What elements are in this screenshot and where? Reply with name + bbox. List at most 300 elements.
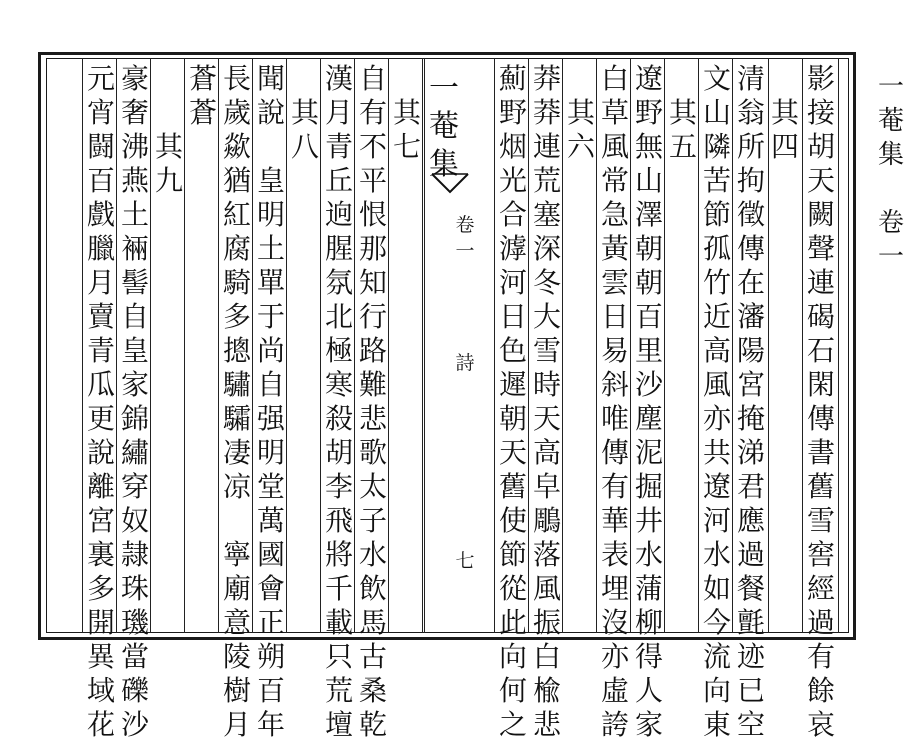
glyph: 自 — [120, 300, 149, 333]
fish-tail-mark-icon — [430, 170, 470, 206]
glyph: 餐 — [736, 572, 765, 605]
text-column — [322, 62, 356, 742]
glyph: 亦 — [702, 402, 731, 435]
glyph: 在 — [736, 266, 765, 299]
glyph: 百 — [634, 300, 663, 333]
glyph: 戲 — [86, 198, 115, 231]
glyph: 沙 — [634, 368, 663, 401]
glyph: 此 — [498, 606, 527, 639]
volume-label — [450, 212, 480, 264]
glyph: 年 — [256, 708, 285, 741]
text-column — [734, 62, 768, 742]
glyph: 傳 — [600, 436, 629, 469]
glyph: 已 — [736, 674, 765, 707]
glyph: 知 — [358, 266, 387, 299]
title-char: 集 — [429, 147, 459, 182]
text-column — [118, 62, 152, 742]
glyph: 强 — [256, 402, 285, 435]
glyph: 過 — [806, 606, 835, 639]
glyph: 平 — [358, 164, 387, 197]
glyph: 家 — [634, 708, 663, 741]
glyph: 其 — [668, 96, 697, 129]
glyph: 子 — [358, 504, 387, 537]
glyph: 遼 — [634, 62, 663, 95]
glyph: 猶 — [222, 164, 251, 197]
glyph: 河 — [702, 504, 731, 537]
glyph: 古 — [358, 640, 387, 673]
glyph: 萬 — [256, 504, 285, 537]
glyph: 宵 — [86, 96, 115, 129]
glyph: 九 — [154, 164, 183, 197]
glyph: 于 — [256, 300, 285, 333]
glyph: 東 — [702, 708, 731, 741]
text-column — [666, 62, 700, 164]
glyph: 璣 — [120, 606, 149, 639]
glyph: 凄 — [222, 436, 251, 469]
glyph: 之 — [498, 708, 527, 741]
glyph: 裲 — [120, 232, 149, 265]
glyph: 逈 — [324, 198, 353, 231]
glyph: 百 — [86, 164, 115, 197]
glyph: 宮 — [736, 368, 765, 401]
glyph: 唯 — [600, 402, 629, 435]
glyph: 隣 — [702, 130, 731, 163]
glyph: 日 — [600, 300, 629, 333]
glyph: 水 — [702, 538, 731, 571]
glyph: 流 — [702, 640, 731, 673]
glyph: 其 — [392, 96, 421, 129]
glyph: 日 — [498, 300, 527, 333]
glyph: 家 — [120, 368, 149, 401]
glyph: 花 — [86, 708, 115, 741]
text-column — [530, 62, 564, 742]
glyph: 八 — [290, 130, 319, 163]
glyph: 鵰 — [532, 504, 561, 537]
glyph: 異 — [86, 640, 115, 673]
glyph: 閑 — [806, 368, 835, 401]
glyph: 行 — [358, 300, 387, 333]
glyph: 瓜 — [86, 368, 115, 401]
glyph: 陽 — [736, 334, 765, 367]
glyph: 如 — [702, 572, 731, 605]
glyph: 有 — [358, 96, 387, 129]
glyph: 聲 — [806, 232, 835, 265]
glyph: 馬 — [358, 606, 387, 639]
glyph: 皁 — [532, 470, 561, 503]
glyph: 文 — [702, 62, 731, 95]
text-column — [598, 62, 632, 742]
glyph: 皇 — [256, 164, 285, 197]
glyph: 說 — [256, 96, 285, 129]
glyph: 莽 — [532, 62, 561, 95]
glyph: 壇 — [324, 708, 353, 741]
glyph: 使 — [498, 504, 527, 537]
text-column — [804, 62, 838, 742]
glyph: 天 — [532, 402, 561, 435]
glyph: 蒲 — [634, 572, 663, 605]
glyph: 飛 — [324, 504, 353, 537]
glyph: 迹 — [736, 640, 765, 673]
glyph: 國 — [256, 538, 285, 571]
glyph: 明 — [256, 436, 285, 469]
glyph: 其 — [566, 96, 595, 129]
glyph: 近 — [702, 300, 731, 333]
glyph: 寒 — [324, 368, 353, 401]
glyph: 荒 — [532, 164, 561, 197]
glyph: 拘 — [736, 164, 765, 197]
text-column — [356, 62, 390, 742]
header-char: 集 — [877, 140, 904, 170]
glyph: 土 — [256, 232, 285, 265]
glyph: 有 — [600, 470, 629, 503]
glyph: 闕 — [806, 198, 835, 231]
glyph: 傳 — [736, 232, 765, 265]
glyph — [254, 130, 288, 164]
glyph: 莽 — [532, 96, 561, 129]
glyph: 楡 — [532, 674, 561, 707]
glyph: 騎 — [222, 266, 251, 299]
glyph: 誇 — [600, 708, 629, 741]
column-rule — [494, 58, 495, 633]
glyph: 珠 — [120, 572, 149, 605]
glyph: 野 — [498, 96, 527, 129]
glyph: 賣 — [86, 300, 115, 333]
glyph — [666, 62, 700, 96]
glyph: 裏 — [86, 538, 115, 571]
glyph: 尚 — [256, 334, 285, 367]
glyph: 表 — [600, 538, 629, 571]
glyph: 雪 — [532, 334, 561, 367]
glyph: 節 — [498, 538, 527, 571]
glyph: 闘 — [86, 130, 115, 163]
glyph: 餘 — [806, 674, 835, 707]
glyph: 清 — [736, 62, 765, 95]
glyph: 翁 — [736, 96, 765, 129]
glyph: 氈 — [736, 606, 765, 639]
glyph: 塞 — [532, 198, 561, 231]
glyph: 沒 — [600, 606, 629, 639]
glyph: 殺 — [324, 402, 353, 435]
glyph: 當 — [120, 640, 149, 673]
glyph: 多 — [222, 300, 251, 333]
text-column — [84, 62, 118, 742]
glyph: 冬 — [532, 266, 561, 299]
glyph: 意 — [222, 606, 251, 639]
header-char: 卷 — [877, 208, 904, 238]
glyph: 月 — [324, 96, 353, 129]
glyph: 奴 — [120, 504, 149, 537]
text-column — [632, 62, 666, 742]
glyph: 舊 — [498, 470, 527, 503]
column-rule — [218, 58, 219, 633]
glyph: 燕 — [120, 164, 149, 197]
glyph — [768, 62, 802, 96]
glyph: 風 — [532, 572, 561, 605]
glyph: 元 — [86, 62, 115, 95]
title-char: 菴 — [429, 109, 459, 144]
text-column — [768, 62, 802, 164]
glyph: 豪 — [120, 62, 149, 95]
glyph: 廟 — [222, 572, 251, 605]
glyph: 驌 — [222, 368, 251, 401]
glyph: 胡 — [324, 436, 353, 469]
glyph: 朝 — [634, 232, 663, 265]
glyph: 節 — [702, 198, 731, 231]
glyph: 白 — [600, 62, 629, 95]
glyph: 乾 — [358, 708, 387, 741]
glyph: 君 — [736, 470, 765, 503]
glyph: 高 — [702, 334, 731, 367]
glyph: 雲 — [600, 266, 629, 299]
glyph: 竹 — [702, 266, 731, 299]
glyph: 黃 — [600, 232, 629, 265]
glyph: 書 — [806, 436, 835, 469]
glyph: 連 — [806, 266, 835, 299]
glyph: 山 — [702, 96, 731, 129]
glyph: 風 — [600, 130, 629, 163]
glyph: 應 — [736, 504, 765, 537]
glyph: 桑 — [358, 674, 387, 707]
glyph: 北 — [324, 300, 353, 333]
text-column — [152, 62, 186, 198]
glyph: 色 — [498, 334, 527, 367]
glyph: 寧 — [222, 538, 251, 571]
glyph: 向 — [702, 674, 731, 707]
glyph: 飲 — [358, 572, 387, 605]
glyph: 載 — [324, 606, 353, 639]
glyph: 空 — [736, 708, 765, 741]
glyph: 宮 — [86, 504, 115, 537]
glyph: 得 — [634, 640, 663, 673]
glyph: 振 — [532, 606, 561, 639]
column-rule — [838, 58, 839, 633]
page-number — [450, 548, 480, 574]
glyph: 連 — [532, 130, 561, 163]
glyph: 月 — [222, 708, 251, 741]
glyph: 不 — [358, 130, 387, 163]
glyph — [288, 62, 322, 96]
glyph: 礫 — [120, 674, 149, 707]
glyph: 只 — [324, 640, 353, 673]
glyph: 人 — [634, 674, 663, 707]
glyph: 常 — [600, 164, 629, 197]
text-column — [254, 62, 288, 742]
glyph: 陵 — [222, 640, 251, 673]
glyph: 山 — [634, 164, 663, 197]
glyph: 光 — [498, 164, 527, 197]
glyph: 瀋 — [736, 300, 765, 333]
text-column — [390, 62, 424, 164]
glyph: 百 — [256, 674, 285, 707]
glyph: 薊 — [498, 62, 527, 95]
glyph: 凉 — [222, 470, 251, 503]
glyph: 自 — [256, 368, 285, 401]
glyph: 土 — [120, 198, 149, 231]
glyph: 七 — [392, 130, 421, 163]
glyph: 滹 — [498, 232, 527, 265]
glyph: 青 — [86, 334, 115, 367]
glyph: 里 — [634, 334, 663, 367]
running-header — [868, 70, 914, 274]
genre-char: 詩 — [455, 352, 475, 374]
header-char: 一 — [877, 72, 904, 102]
glyph: 涕 — [736, 436, 765, 469]
glyph: 大 — [532, 300, 561, 333]
glyph: 漢 — [324, 62, 353, 95]
glyph: 蒼 — [188, 62, 217, 95]
glyph: 虛 — [600, 674, 629, 707]
glyph — [152, 96, 186, 130]
glyph: 將 — [324, 538, 353, 571]
glyph: 井 — [634, 504, 663, 537]
glyph: 烟 — [498, 130, 527, 163]
glyph: 向 — [498, 640, 527, 673]
glyph: 華 — [600, 504, 629, 537]
glyph: 掩 — [736, 402, 765, 435]
glyph: 單 — [256, 266, 285, 299]
glyph: 繡 — [120, 436, 149, 469]
glyph: 天 — [806, 164, 835, 197]
glyph — [390, 62, 424, 96]
text-column — [700, 62, 734, 742]
glyph: 那 — [358, 232, 387, 265]
glyph: 驦 — [222, 402, 251, 435]
glyph: 髻 — [120, 266, 149, 299]
glyph: 錦 — [120, 402, 149, 435]
glyph: 有 — [806, 640, 835, 673]
glyph: 今 — [702, 606, 731, 639]
glyph: 五 — [668, 130, 697, 163]
glyph: 沸 — [120, 130, 149, 163]
glyph — [220, 504, 254, 538]
glyph: 舊 — [806, 470, 835, 503]
glyph: 高 — [532, 436, 561, 469]
glyph: 六 — [566, 130, 595, 163]
glyph: 摠 — [222, 334, 251, 367]
glyph: 更 — [86, 402, 115, 435]
glyph: 掘 — [634, 470, 663, 503]
glyph: 石 — [806, 334, 835, 367]
glyph: 難 — [358, 368, 387, 401]
glyph: 亦 — [600, 640, 629, 673]
glyph: 無 — [634, 130, 663, 163]
header-char — [874, 172, 908, 206]
glyph: 落 — [532, 538, 561, 571]
glyph: 開 — [86, 606, 115, 639]
glyph: 雪 — [806, 504, 835, 537]
glyph: 其 — [154, 130, 183, 163]
title-char: 一 — [429, 71, 459, 106]
text-column — [220, 62, 254, 742]
glyph: 水 — [634, 538, 663, 571]
glyph: 斜 — [600, 368, 629, 401]
glyph: 水 — [358, 538, 387, 571]
glyph: 奢 — [120, 96, 149, 129]
glyph: 傳 — [806, 402, 835, 435]
glyph: 朝 — [498, 402, 527, 435]
glyph: 四 — [770, 130, 799, 163]
glyph: 荒 — [324, 674, 353, 707]
glyph: 自 — [358, 62, 387, 95]
glyph: 氛 — [324, 266, 353, 299]
glyph: 泥 — [634, 436, 663, 469]
glyph: 穿 — [120, 470, 149, 503]
glyph: 域 — [86, 674, 115, 707]
glyph: 歲 — [222, 96, 251, 129]
glyph: 遼 — [702, 470, 731, 503]
glyph: 離 — [86, 470, 115, 503]
center-fold — [424, 60, 494, 630]
glyph: 長 — [222, 62, 251, 95]
glyph: 沙 — [120, 708, 149, 741]
glyph: 太 — [358, 470, 387, 503]
glyph: 共 — [702, 436, 731, 469]
glyph: 正 — [256, 606, 285, 639]
glyph: 朝 — [634, 266, 663, 299]
glyph: 臘 — [86, 232, 115, 265]
glyph: 說 — [86, 436, 115, 469]
page-number-char: 七 — [455, 550, 475, 572]
glyph: 孤 — [702, 232, 731, 265]
glyph: 接 — [806, 96, 835, 129]
volume-char: 卷 — [455, 214, 475, 236]
glyph: 悲 — [532, 708, 561, 741]
glyph — [152, 62, 186, 96]
glyph: 千 — [324, 572, 353, 605]
glyph: 所 — [736, 130, 765, 163]
glyph: 其 — [770, 96, 799, 129]
glyph: 隷 — [120, 538, 149, 571]
glyph: 何 — [498, 674, 527, 707]
glyph: 影 — [806, 62, 835, 95]
glyph: 其 — [290, 96, 319, 129]
glyph: 苦 — [702, 164, 731, 197]
column-rule — [82, 58, 83, 633]
glyph: 胡 — [806, 130, 835, 163]
glyph: 時 — [532, 368, 561, 401]
glyph: 碣 — [806, 300, 835, 333]
glyph: 極 — [324, 334, 353, 367]
glyph: 急 — [600, 198, 629, 231]
glyph: 月 — [86, 266, 115, 299]
genre-label — [450, 350, 480, 376]
glyph: 恨 — [358, 198, 387, 231]
glyph: 紅 — [222, 198, 251, 231]
glyph: 明 — [256, 198, 285, 231]
glyph: 悲 — [358, 402, 387, 435]
glyph: 哀 — [806, 708, 835, 741]
glyph: 草 — [600, 96, 629, 129]
glyph: 塵 — [634, 402, 663, 435]
glyph: 河 — [498, 266, 527, 299]
glyph: 歘 — [222, 130, 251, 163]
glyph: 易 — [600, 334, 629, 367]
glyph: 窖 — [806, 538, 835, 571]
glyph: 聞 — [256, 62, 285, 95]
glyph: 天 — [498, 436, 527, 469]
glyph: 過 — [736, 538, 765, 571]
column-rule — [802, 58, 803, 633]
text-column — [496, 62, 530, 742]
glyph: 經 — [806, 572, 835, 605]
glyph: 澤 — [634, 198, 663, 231]
glyph: 樹 — [222, 674, 251, 707]
glyph: 皇 — [120, 334, 149, 367]
glyph: 風 — [702, 368, 731, 401]
glyph: 多 — [86, 572, 115, 605]
glyph: 李 — [324, 470, 353, 503]
volume-char: 一 — [455, 240, 475, 262]
